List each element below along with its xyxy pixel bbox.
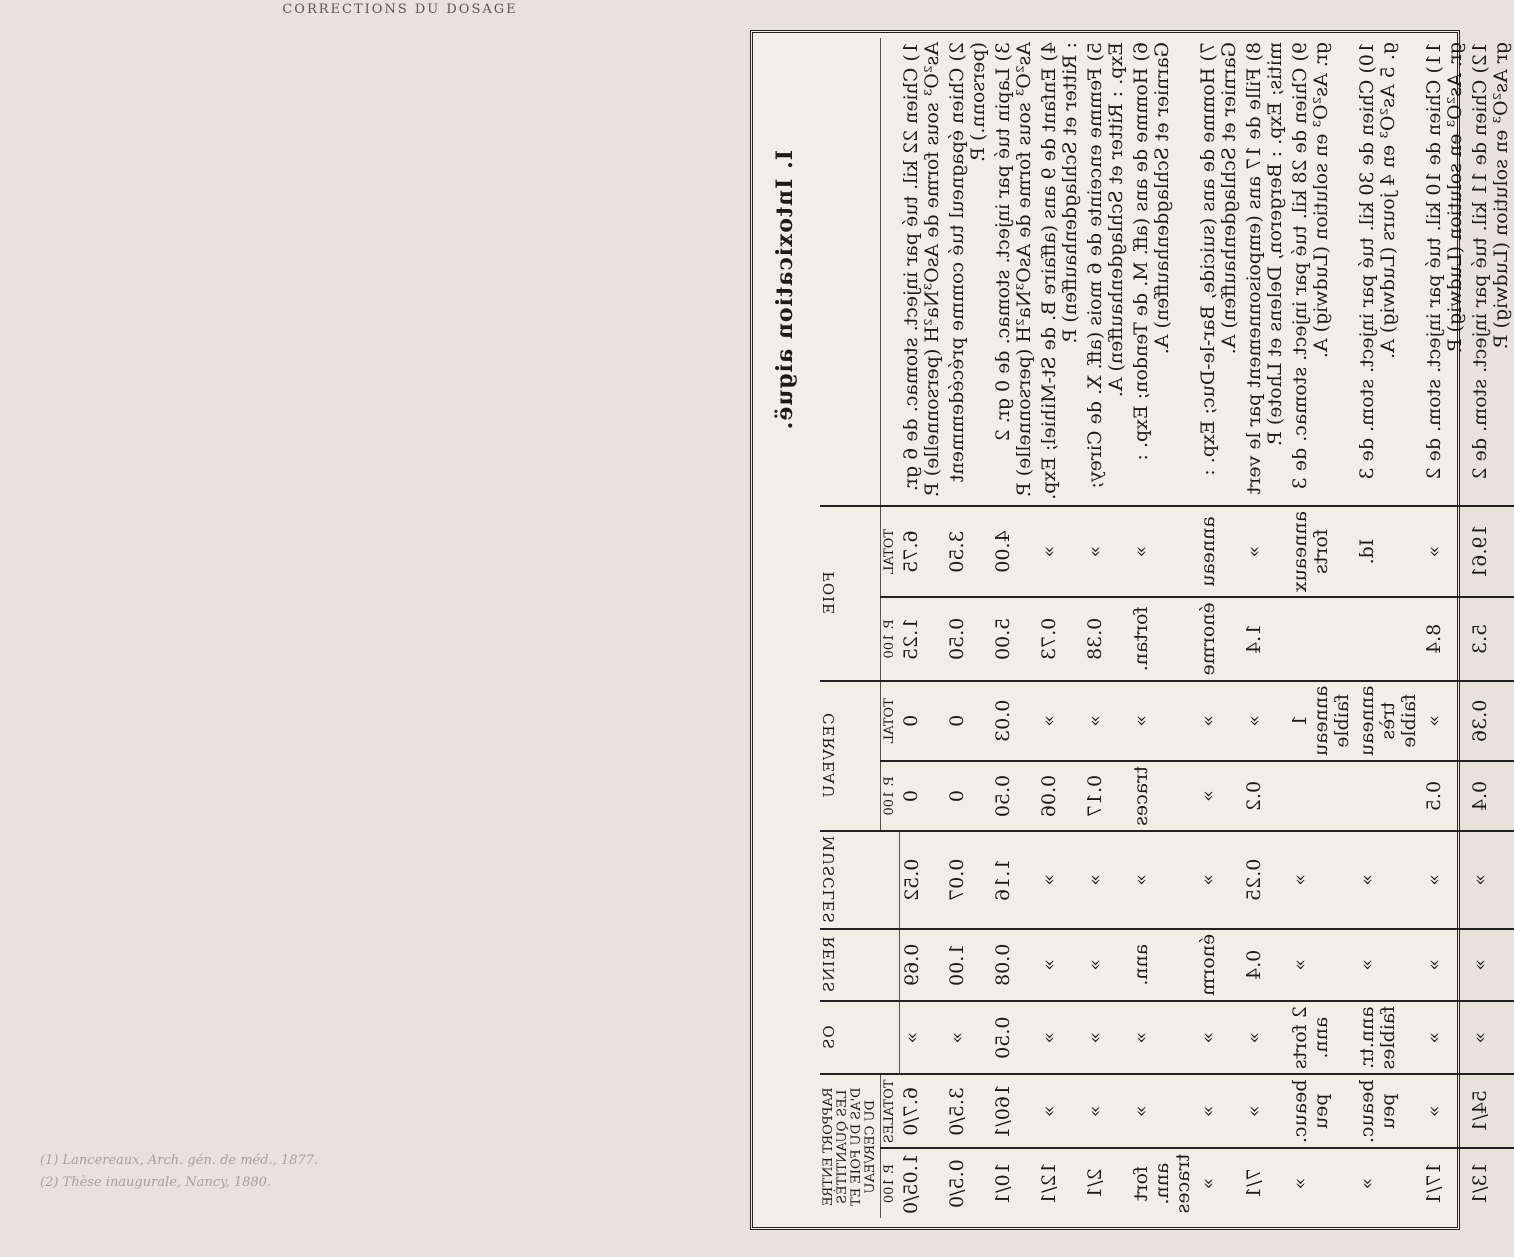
row-number: 12) bbox=[1469, 42, 1491, 74]
cell-rap-p: 2/1 bbox=[1083, 1148, 1129, 1218]
row-description bbox=[1037, 38, 1083, 506]
cell-cer-p: 0 bbox=[899, 761, 945, 831]
cell-foie-t: 19.61 bbox=[1468, 506, 1514, 597]
row-description bbox=[1242, 38, 1288, 506]
row-number: 7) bbox=[1197, 42, 1219, 62]
cell-foie-p: 1.25 bbox=[899, 597, 945, 680]
table-header-row bbox=[820, 38, 881, 1218]
intoxication-table bbox=[820, 38, 1514, 1218]
cell-foie-t: anneau bbox=[1196, 506, 1242, 597]
table-row bbox=[1242, 38, 1288, 1218]
table-row bbox=[899, 38, 945, 1218]
cell-cer-p bbox=[1355, 761, 1422, 831]
header-rapport: RAPPORT ENTRE LES QUANTITÉS D'AS DU FOIE ET DU CERVEAU bbox=[820, 1074, 881, 1218]
cell-cer-t: 0.36 bbox=[1468, 681, 1514, 762]
cell-foie-t: 6.75 bbox=[899, 506, 945, 597]
subheader-cerveau-p100: P. 100 bbox=[881, 761, 900, 831]
cell-foie-p: fortan. bbox=[1129, 597, 1196, 680]
cell-foie-t: » bbox=[1037, 506, 1083, 597]
cell-mus: 1.16 bbox=[991, 831, 1037, 929]
cell-cer-p: » bbox=[1196, 761, 1242, 831]
cell-cer-t: » bbox=[1129, 681, 1196, 762]
subheader-rapport-p100: P. 100 bbox=[881, 1148, 900, 1218]
page-header bbox=[80, 0, 720, 18]
cell-rap-p: » bbox=[1196, 1148, 1242, 1218]
row-description bbox=[991, 38, 1037, 506]
row-description bbox=[1288, 38, 1355, 506]
cell-rap-t: » bbox=[1196, 1074, 1242, 1148]
subheader-rapport-totales: TOTALES bbox=[881, 1074, 900, 1148]
cell-mus: » bbox=[1288, 831, 1355, 929]
cell-foie-p: 1.4 bbox=[1242, 597, 1288, 680]
cell-cer-t: » bbox=[1422, 681, 1468, 762]
cell-mus: » bbox=[1129, 831, 1196, 929]
subheader-blank bbox=[881, 38, 900, 506]
cell-os: 2 forts ann. bbox=[1288, 1001, 1355, 1075]
cell-mus: 0.07 bbox=[945, 831, 991, 929]
row-description bbox=[1468, 38, 1514, 506]
cell-foie-p: 5.00 bbox=[991, 597, 1037, 680]
cell-mus: » bbox=[1422, 831, 1468, 929]
row-text: Fille de 17 ans (empoisonnement par le vert mitis; Exp. : Bergeron, Delens et Lhote) P. bbox=[1243, 42, 1286, 495]
table-row bbox=[991, 38, 1037, 1218]
row-text: Femme enceinte de 6 mois (aff. X. de Cirey; Exp. : Ritter et Schlagdenhauffen) A. bbox=[1084, 42, 1127, 489]
cell-mus: 0.52 bbox=[899, 831, 945, 929]
cell-foie-t: 4.00 bbox=[991, 506, 1037, 597]
cell-cer-p: 0.06 bbox=[1037, 761, 1083, 831]
row-number: 8) bbox=[1243, 42, 1265, 62]
cell-mus: » bbox=[1083, 831, 1129, 929]
row-number: 4) bbox=[1038, 42, 1060, 62]
subheader-cerveau-total: TOTAL bbox=[881, 681, 900, 762]
table-row bbox=[1355, 38, 1422, 1218]
cell-rap-t: » bbox=[1242, 1074, 1288, 1148]
cell-foie-p: 5.3 bbox=[1468, 597, 1514, 680]
cell-mus: » bbox=[1355, 831, 1422, 929]
cell-rap-p: » bbox=[1288, 1148, 1355, 1218]
table-body bbox=[899, 38, 1514, 1218]
cell-foie-t: Id. bbox=[1355, 506, 1422, 597]
footnote-2: (2) Thèse inaugurale, Nancy, 1880. bbox=[40, 1175, 272, 1190]
header-muscles: MUSCLES bbox=[820, 831, 899, 929]
cell-cer-t: » bbox=[1037, 681, 1083, 762]
cell-rap-p: 12/1 bbox=[1037, 1148, 1083, 1218]
row-description bbox=[1355, 38, 1422, 506]
cell-rap-t: beauc. peu bbox=[1288, 1074, 1355, 1148]
cell-rap-t: 3.5/0 bbox=[945, 1074, 991, 1148]
subheader-foie-p100: P. 100 bbox=[881, 597, 900, 680]
table-row bbox=[1129, 38, 1196, 1218]
cell-rap-t: 54/1 bbox=[1468, 1074, 1514, 1148]
table-row bbox=[1288, 38, 1355, 1218]
cell-os: » bbox=[1422, 1001, 1468, 1075]
cell-rei: 1.00 bbox=[945, 929, 991, 1001]
row-text: Homme de ans (aff. M. de Tendon; Exp. : Garnier et Schlagdenhauffen) A. bbox=[1130, 42, 1173, 461]
cell-rei: 0.4 bbox=[1242, 929, 1288, 1001]
cell-foie-p: 0.50 bbox=[945, 597, 991, 680]
cell-rap-p: 0.5/0 bbox=[945, 1148, 991, 1218]
cell-os: » bbox=[1083, 1001, 1129, 1075]
rotated-table-page bbox=[750, 30, 1512, 1230]
cell-rei: » bbox=[1355, 929, 1422, 1001]
cell-rei: » bbox=[1037, 929, 1083, 1001]
cell-foie-p bbox=[1355, 597, 1422, 680]
table-row bbox=[1196, 38, 1242, 1218]
subheader-foie-total: TOTAL bbox=[881, 506, 900, 597]
footnotes bbox=[40, 1150, 760, 1194]
cell-rap-t: » bbox=[1083, 1074, 1129, 1148]
row-text: Chien épagneul tué comme précédemment (personn.) P. bbox=[946, 42, 989, 483]
row-description bbox=[1083, 38, 1129, 506]
row-text: Chien 22 kil. tué par inject. stomac. de 6 gr. As²O³ sous forme de AsO³Na²H (personnelle) P. bbox=[900, 42, 943, 498]
cell-rap-p: » bbox=[1355, 1148, 1422, 1218]
cell-cer-p: 0.17 bbox=[1083, 761, 1129, 831]
cell-os: » bbox=[1129, 1001, 1196, 1075]
cell-rap-p: 7/1 bbox=[1242, 1148, 1288, 1218]
header-blank bbox=[820, 38, 881, 506]
cell-rap-t: » bbox=[1129, 1074, 1196, 1148]
header-cerveau: CERVEAU bbox=[820, 681, 881, 831]
cell-rei: » bbox=[1468, 929, 1514, 1001]
row-text: Chien de 11 kil. tué par inject. stom. de 2 gr As²O³ en solution (Ludwig) P. bbox=[1469, 42, 1512, 480]
row-description bbox=[899, 38, 945, 506]
cell-os: » bbox=[1037, 1001, 1083, 1075]
cell-rei: 0.08 bbox=[991, 929, 1037, 1001]
row-text: Lapin tué par inject. stomac. de 0 gr. 2 As²O³ sous forme de AsO³Na²H (personnelle) P. bbox=[992, 42, 1035, 498]
cell-rap-t: 6.7/0 bbox=[899, 1074, 945, 1148]
table-row bbox=[1468, 38, 1514, 1218]
cell-foie-t: » bbox=[1083, 506, 1129, 597]
cell-rei: énorm bbox=[1196, 929, 1242, 1001]
cell-rap-p: 10/1 bbox=[991, 1148, 1037, 1218]
cell-rap-p: fort ann. traces bbox=[1129, 1148, 1196, 1218]
cell-os: ann.tr. faibles bbox=[1355, 1001, 1422, 1075]
cell-cer-p: 0.4 bbox=[1468, 761, 1514, 831]
row-number: 5) bbox=[1084, 42, 1106, 62]
table-row bbox=[945, 38, 991, 1218]
cell-rei: 0.69 bbox=[899, 929, 945, 1001]
cell-rei: ann. bbox=[1129, 929, 1196, 1001]
row-text: Homme de ans (suicide, Bar-le-Duc; Exp. : Garnier et Schlagdenhauffen) A. bbox=[1197, 42, 1240, 476]
cell-foie-p: énorme bbox=[1196, 597, 1242, 680]
page-header-center: CORRECTIONS DU DOSAGE bbox=[282, 1, 518, 17]
cell-rei: » bbox=[1288, 929, 1355, 1001]
row-number: 6) bbox=[1130, 42, 1152, 62]
row-text: Chien de 28 kil. tué par inject. stomac. de 3 gr. As²O³ en solution (Ludwig) A. bbox=[1289, 42, 1332, 490]
row-number: 3) bbox=[992, 42, 1014, 62]
cell-foie-p: 0.73 bbox=[1037, 597, 1083, 680]
row-number: 10) bbox=[1356, 42, 1378, 74]
row-number: 2) bbox=[946, 42, 968, 62]
table-row bbox=[1083, 38, 1129, 1218]
cell-cer-t: 0 bbox=[945, 681, 991, 762]
cell-rei: » bbox=[1083, 929, 1129, 1001]
cell-foie-t: » bbox=[1422, 506, 1468, 597]
row-number: 9) bbox=[1289, 42, 1311, 62]
cell-cer-t: » bbox=[1242, 681, 1288, 762]
row-description bbox=[1196, 38, 1242, 506]
footnote-1: (1) Lancereaux, Arch. gén. de méd., 1877. bbox=[40, 1153, 319, 1168]
row-text: Chien de 10 kil. tué par inject. stom. de 2 gr. As²O³ en solution (Ludwig) P. bbox=[1423, 42, 1466, 480]
cell-cer-t: anneau très faible bbox=[1355, 681, 1422, 762]
header-foie: FOIE bbox=[820, 506, 881, 681]
table-row bbox=[1422, 38, 1468, 1218]
cell-cer-p: 0.5 bbox=[1422, 761, 1468, 831]
cell-os: » bbox=[1468, 1001, 1514, 1075]
cell-cer-t: » bbox=[1083, 681, 1129, 762]
row-description bbox=[1129, 38, 1196, 506]
header-os: OS bbox=[820, 1001, 899, 1075]
cell-mus: » bbox=[1037, 831, 1083, 929]
cell-os: » bbox=[1242, 1001, 1288, 1075]
cell-rap-p: 1.05/0 bbox=[899, 1148, 945, 1218]
cell-cer-t: 0 bbox=[899, 681, 945, 762]
cell-rap-t: beauc. peu bbox=[1355, 1074, 1422, 1148]
row-description bbox=[945, 38, 991, 506]
table-row bbox=[1037, 38, 1083, 1218]
cell-mus: » bbox=[1468, 831, 1514, 929]
cell-cer-p: 0 bbox=[945, 761, 991, 831]
cell-cer-p: 0.50 bbox=[991, 761, 1037, 831]
cell-rap-p: 13/1 bbox=[1468, 1148, 1514, 1218]
cell-rap-t: 160/1 bbox=[991, 1074, 1037, 1148]
row-description bbox=[1422, 38, 1468, 506]
cell-rap-t: » bbox=[1422, 1074, 1468, 1148]
cell-cer-t: » bbox=[1196, 681, 1242, 762]
cell-rap-p: 17/1 bbox=[1422, 1148, 1468, 1218]
cell-os: » bbox=[1196, 1001, 1242, 1075]
table-title: I. Intoxication aiguë. bbox=[772, 150, 798, 431]
header-reins: REINS bbox=[820, 929, 899, 1001]
cell-foie-p bbox=[1288, 597, 1355, 680]
cell-cer-p: traces bbox=[1129, 761, 1196, 831]
row-number: 11) bbox=[1423, 42, 1445, 74]
cell-rei: » bbox=[1422, 929, 1468, 1001]
cell-os: » bbox=[945, 1001, 991, 1075]
row-text: Enfant de 9 ans (affaire B. de St-Mihiel; Exp. : Ritter et Schlagdenhauffen) P. bbox=[1038, 42, 1081, 500]
cell-foie-p: 0.38 bbox=[1083, 597, 1129, 680]
cell-cer-p bbox=[1288, 761, 1355, 831]
cell-foie-t: » bbox=[1242, 506, 1288, 597]
cell-rap-t: » bbox=[1037, 1074, 1083, 1148]
cell-foie-t: » bbox=[1129, 506, 1196, 597]
cell-mus: » bbox=[1196, 831, 1242, 929]
cell-cer-p: 0.2 bbox=[1242, 761, 1288, 831]
cell-foie-t: 3.50 bbox=[945, 506, 991, 597]
row-number: 1) bbox=[900, 42, 922, 62]
cell-foie-p: 8.4 bbox=[1422, 597, 1468, 680]
cell-cer-t: 1 anneau faible bbox=[1288, 681, 1355, 762]
cell-os: » bbox=[899, 1001, 945, 1075]
cell-cer-t: 0.03 bbox=[991, 681, 1037, 762]
cell-os: 0.50 bbox=[991, 1001, 1037, 1075]
row-text: Chien de 30 kil. tué par inject. stom. de 3 g. 5 As²O³ en 4 jours (Ludwig) A. bbox=[1356, 42, 1399, 480]
cell-foie-t: anneaux forts bbox=[1288, 506, 1355, 597]
cell-mus: 0.25 bbox=[1242, 831, 1288, 929]
